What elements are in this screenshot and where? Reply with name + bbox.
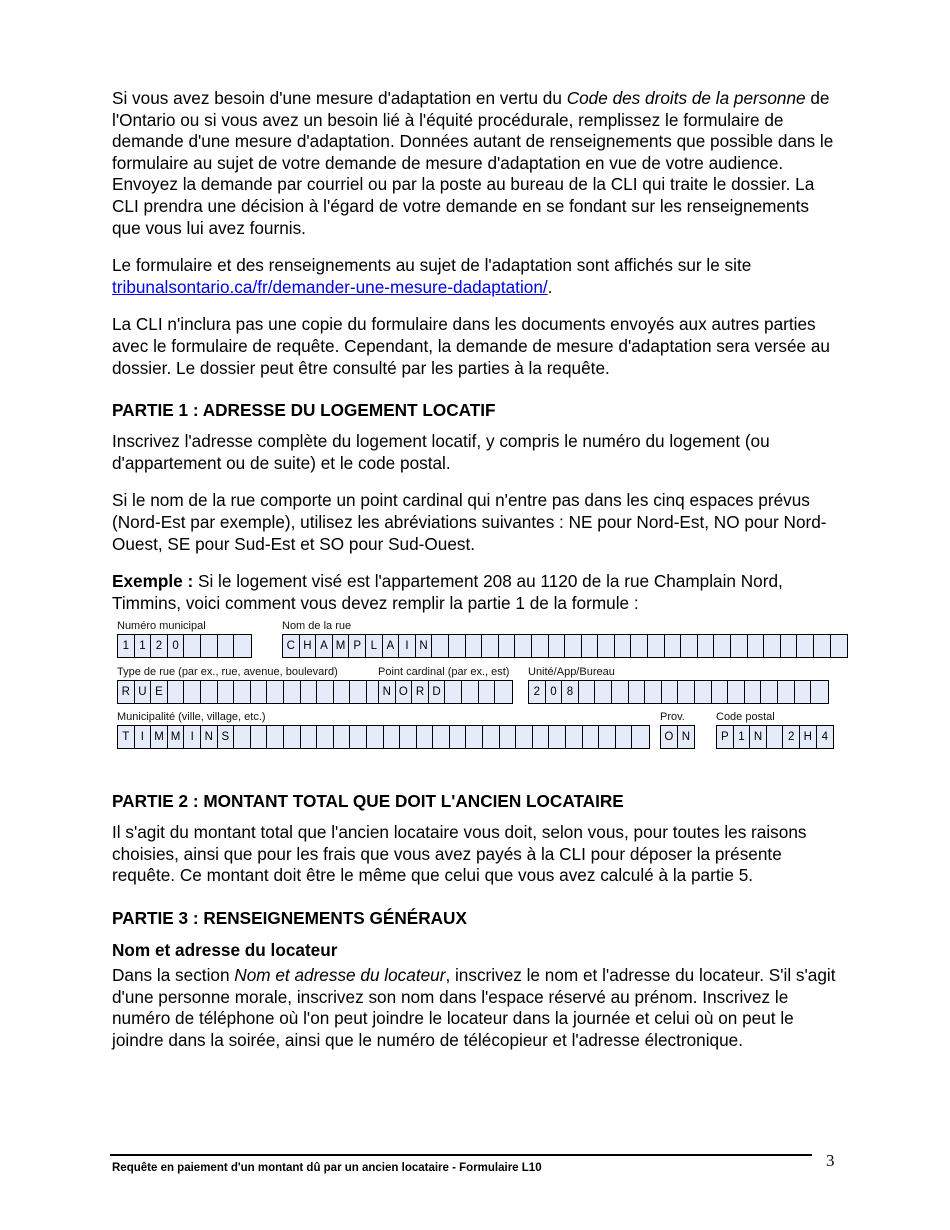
municipalite-char-box: I <box>184 726 201 748</box>
type-char-box <box>284 681 301 703</box>
rue-char-box <box>466 635 483 657</box>
unite-char-box: 0 <box>546 681 563 703</box>
part3-paragraph <box>112 965 842 1051</box>
unite-char-box <box>695 681 712 703</box>
rue-char-box <box>499 635 516 657</box>
rue-char-box <box>515 635 532 657</box>
rue-char-box <box>665 635 682 657</box>
unite-char-box <box>629 681 646 703</box>
rue-char-box <box>532 635 549 657</box>
rue-char-box <box>714 635 731 657</box>
postal-char-box: 2 <box>783 726 800 748</box>
type-char-box <box>234 681 251 703</box>
municipalite-char-box <box>234 726 251 748</box>
text: Dans la section <box>112 965 235 986</box>
rue-char-box: M <box>333 635 350 657</box>
cardinal-label: Point cardinal (par ex., est) <box>378 666 510 679</box>
unite-char-box <box>811 681 828 703</box>
prov-char-box: N <box>678 726 695 748</box>
type-char-box <box>317 681 334 703</box>
text: de l'Ontario ou si vous avez un besoin lié à l'équité procédurale, remplissez le formulaire de demande d'une mesure d'adaptation. Données autant de renseignements que possible dans le formulaire au sujet de votre demande de mesure d'adaptation en vue de votre audience. Envoyez la demande par courriel ou par la poste au bureau de la CLI qui traite le dossier. La CLI prendra une décision à l'égard de votre demande en se fondant sur les renseignements que vous lui avez fournis. <box>112 88 834 238</box>
unite-char-box: 2 <box>529 681 546 703</box>
rue-char-box: N <box>416 635 433 657</box>
municipalite-char-box <box>583 726 600 748</box>
municipalite-char-box <box>251 726 268 748</box>
unite-char-box <box>728 681 745 703</box>
unite-char-box <box>662 681 679 703</box>
municipalite-char-box <box>450 726 467 748</box>
municipalite-boxes <box>117 725 650 749</box>
accommodation-link[interactable]: tribunalsontario.ca/fr/demander-une-mesure-dadaptation/ <box>112 276 548 297</box>
numero-char-box <box>201 635 218 657</box>
type-char-box <box>301 681 318 703</box>
part2-heading: PARTIE 2 : MONTANT TOTAL QUE DOIT L'ANCIEN LOCATAIRE <box>112 791 624 812</box>
footer-divider <box>110 1154 812 1156</box>
municipalite-char-box <box>284 726 301 748</box>
postal-char-box: P <box>717 726 734 748</box>
unite-char-box <box>645 681 662 703</box>
rue-char-box <box>764 635 781 657</box>
type-char-box <box>350 681 367 703</box>
page-content <box>112 88 842 1067</box>
cardinal-char-box <box>462 681 479 703</box>
municipalite-char-box <box>433 726 450 748</box>
municipalite-char-box <box>500 726 517 748</box>
rue-char-box: L <box>366 635 383 657</box>
municipalite-char-box: M <box>168 726 185 748</box>
unite-label: Unité/App/Bureau <box>528 666 615 679</box>
rue-char-box: C <box>283 635 300 657</box>
numero-char-box <box>218 635 235 657</box>
part1-example <box>112 571 842 614</box>
example-label: Exemple : <box>112 571 194 592</box>
municipalite-char-box <box>417 726 434 748</box>
rue-char-box: A <box>383 635 400 657</box>
numero-char-box <box>234 635 251 657</box>
cardinal-char-box <box>495 681 512 703</box>
rue-char-box <box>432 635 449 657</box>
text: Le formulaire et des renseignements au sujet de l'adaptation sont affichés sur le site <box>112 255 752 276</box>
postal-char-box: 1 <box>734 726 751 748</box>
rue-char-box <box>615 635 632 657</box>
postal-boxes <box>716 725 834 749</box>
rue-char-box <box>681 635 698 657</box>
cardinal-char-box: O <box>396 681 413 703</box>
municipalite-char-box <box>367 726 384 748</box>
type-char-box <box>201 681 218 703</box>
municipalite-char-box <box>400 726 417 748</box>
rue-char-box: A <box>316 635 333 657</box>
rue-char-box <box>482 635 499 657</box>
municipalite-char-box <box>616 726 633 748</box>
postal-char-box: N <box>750 726 767 748</box>
cardinal-char-box: D <box>429 681 446 703</box>
rue-char-box <box>549 635 566 657</box>
section-name: Nom et adresse du locateur <box>234 965 446 986</box>
municipalite-char-box <box>549 726 566 748</box>
unite-char-box <box>612 681 629 703</box>
rue-char-box <box>648 635 665 657</box>
rue-char-box <box>449 635 466 657</box>
cardinal-char-box: N <box>379 681 396 703</box>
cardinal-char-box <box>479 681 496 703</box>
type-label: Type de rue (par ex., rue, avenue, boulevard) <box>117 666 338 679</box>
unite-char-box <box>712 681 729 703</box>
intro-paragraph-1 <box>112 88 842 239</box>
rue-char-box <box>797 635 814 657</box>
numero-char-box <box>184 635 201 657</box>
rue-char-box <box>598 635 615 657</box>
text: Si vous avez besoin d'une mesure d'adaptation en vertu du <box>112 88 567 108</box>
rue-char-box <box>831 635 848 657</box>
municipalite-char-box: M <box>151 726 168 748</box>
prov-boxes <box>660 725 695 749</box>
unite-char-box <box>678 681 695 703</box>
type-char-box: R <box>118 681 135 703</box>
municipalite-char-box <box>334 726 351 748</box>
address-form-example <box>112 620 844 760</box>
rue-char-box <box>631 635 648 657</box>
unite-char-box <box>795 681 812 703</box>
type-char-box: U <box>135 681 152 703</box>
intro-paragraph-3: La CLI n'inclura pas une copie du formulaire dans les documents envoyés aux autres parties avec le formulaire de requête. Cependant, la demande de mesure d'adaptation sera versée au dossier. Le dossier peut être consulté par les parties à la requête. <box>112 314 830 378</box>
part2-paragraph: Il s'agit du montant total que l'ancien locataire vous doit, selon vous, pour toutes les raisons choisies, ainsi que pour les frais que vous avez payés à la CLI pour déposer la présente requête. Ce montant doit être le même que celui que vous avez calculé à la partie 5. <box>112 822 807 886</box>
unite-char-box <box>595 681 612 703</box>
type-char-box <box>334 681 351 703</box>
rue-boxes <box>282 634 848 658</box>
rue-char-box: P <box>349 635 366 657</box>
part3-heading: PARTIE 3 : RENSEIGNEMENTS GÉNÉRAUX <box>112 908 467 929</box>
municipalite-char-box <box>384 726 401 748</box>
numero-boxes <box>117 634 252 658</box>
unite-char-box <box>745 681 762 703</box>
type-char-box: E <box>151 681 168 703</box>
rue-char-box <box>582 635 599 657</box>
municipalite-char-box <box>566 726 583 748</box>
postal-label: Code postal <box>716 711 775 724</box>
numero-char-box: 2 <box>151 635 168 657</box>
cardinal-char-box <box>445 681 462 703</box>
rue-char-box <box>565 635 582 657</box>
part1-paragraph-1: Inscrivez l'adresse complète du logement locatif, y compris le numéro du logement (ou d'appartement ou de suite) et le code postal. <box>112 431 770 473</box>
numero-char-box: 0 <box>168 635 185 657</box>
intro-paragraph-2 <box>112 255 842 298</box>
part3-subheading: Nom et adresse du locateur <box>112 940 338 961</box>
rue-char-box: I <box>399 635 416 657</box>
footer-title: Requête en paiement d'un montant dû par un ancien locataire - Formulaire L10 <box>112 1162 542 1174</box>
municipalite-char-box <box>632 726 649 748</box>
text: , inscrivez le nom et l'adresse du locateur. S'il s'agit d'une personne morale, inscrivez son nom dans l'espace réservé au prénom. Inscrivez le numéro de téléphone où l'on peut joindre le locateur dans la journée et celui où on peut le joindre dans la soirée, ainsi que le numéro de télécopieur et l'adresse électronique. <box>112 965 836 1050</box>
unite-boxes <box>528 680 829 704</box>
cardinal-char-box: R <box>412 681 429 703</box>
municipalite-char-box <box>533 726 550 748</box>
part1-heading: PARTIE 1 : ADRESSE DU LOGEMENT LOCATIF <box>112 400 496 421</box>
municipalite-char-box <box>466 726 483 748</box>
numero-char-box: 1 <box>118 635 135 657</box>
rue-char-box <box>814 635 831 657</box>
municipalite-char-box <box>317 726 334 748</box>
part1-paragraph-2: Si le nom de la rue comporte un point cardinal qui n'entre pas dans les cinq espaces prévus (Nord-Est par exemple), utilisez les abréviations suivantes : NE pour Nord-Est, NO pour Nord-Ouest, SE pour Sud-Est et SO pour Sud-Ouest. <box>112 490 827 554</box>
unite-char-box <box>579 681 596 703</box>
prov-label: Prov. <box>660 711 685 724</box>
type-char-box <box>168 681 185 703</box>
rue-char-box <box>698 635 715 657</box>
code-title: Code des droits de la personne <box>566 88 806 108</box>
unite-char-box <box>778 681 795 703</box>
postal-char-box <box>767 726 784 748</box>
unite-char-box: 8 <box>562 681 579 703</box>
prov-char-box: O <box>661 726 678 748</box>
rue-label: Nom de la rue <box>282 620 352 633</box>
postal-char-box: 4 <box>817 726 834 748</box>
municipalite-char-box <box>483 726 500 748</box>
type-char-box <box>218 681 235 703</box>
municipalite-char-box: S <box>218 726 235 748</box>
rue-char-box: H <box>300 635 317 657</box>
type-boxes <box>117 680 385 704</box>
municipalite-char-box <box>301 726 318 748</box>
rue-char-box <box>781 635 798 657</box>
text: Si le logement visé est l'appartement 208 au 1120 de la rue Champlain Nord, Timmins, voici comment vous devez remplir la partie 1 de la formule : <box>112 571 783 613</box>
municipalite-char-box <box>516 726 533 748</box>
municipalite-char-box <box>267 726 284 748</box>
postal-char-box: H <box>800 726 817 748</box>
municipalite-char-box: T <box>118 726 135 748</box>
municipalite-char-box: I <box>135 726 152 748</box>
type-char-box <box>267 681 284 703</box>
rue-char-box <box>731 635 748 657</box>
numero-char-box: 1 <box>135 635 152 657</box>
type-char-box <box>251 681 268 703</box>
type-char-box <box>184 681 201 703</box>
unite-char-box <box>761 681 778 703</box>
rue-char-box <box>748 635 765 657</box>
cardinal-boxes <box>378 680 513 704</box>
municipalite-char-box <box>599 726 616 748</box>
municipalite-char-box: N <box>201 726 218 748</box>
text: . <box>547 276 553 297</box>
page-number: 3 <box>826 1151 835 1170</box>
municipalite-char-box <box>350 726 367 748</box>
municipalite-label: Municipalité (ville, village, etc.) <box>117 711 266 724</box>
numero-label: Numéro municipal <box>117 620 206 633</box>
